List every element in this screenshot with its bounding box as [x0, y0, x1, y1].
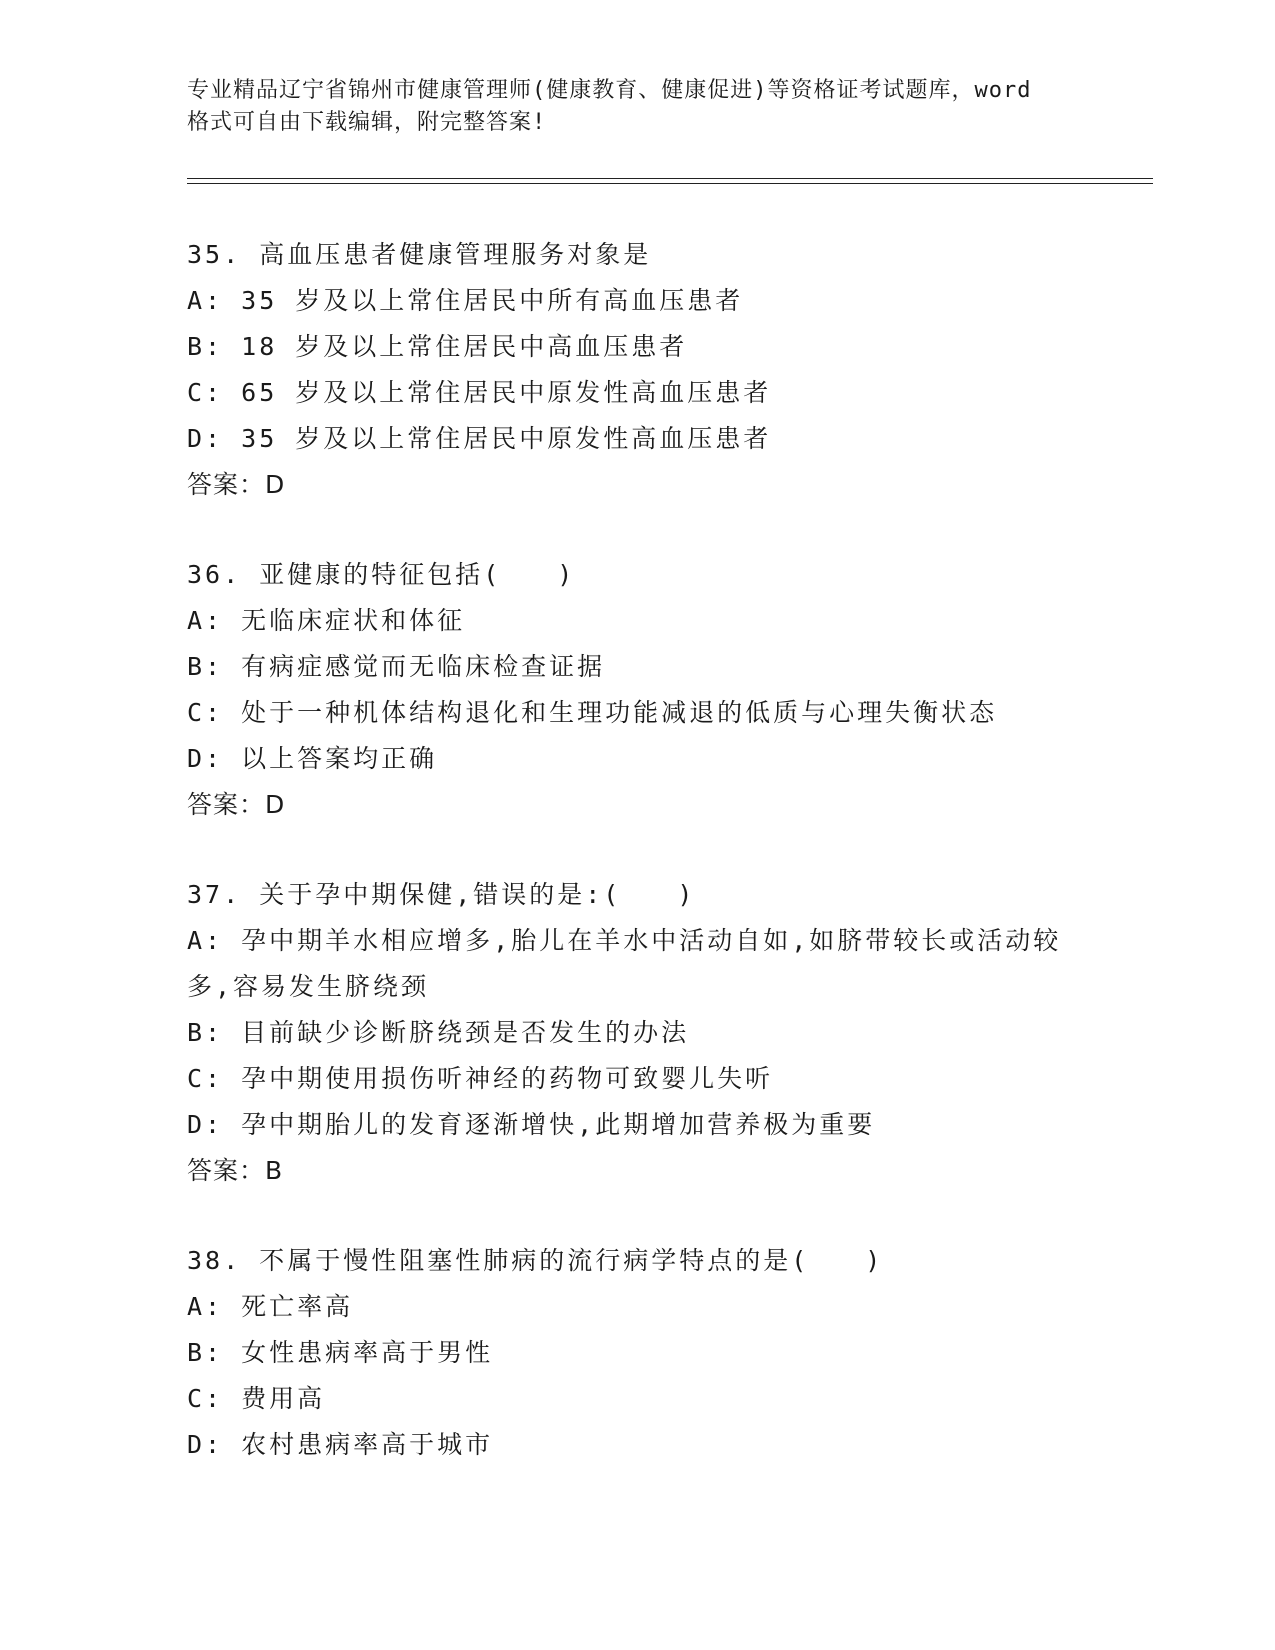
option-b: B: 有病症感觉而无临床检查证据: [187, 652, 606, 681]
question-stem: 37. 关于孕中期保健,错误的是:( ): [187, 880, 696, 909]
option-b: B: 女性患病率高于男性: [187, 1338, 494, 1367]
document-header: [187, 75, 1087, 139]
question-stem: 35. 高血压患者健康管理服务对象是: [187, 240, 652, 269]
question-38: [187, 1238, 1087, 1468]
header-line-1: 专业精品辽宁省锦州市健康管理师(健康教育、健康促进)等资格证考试题库，word: [187, 78, 1032, 103]
answer-label: 答案：D: [187, 470, 286, 499]
option-d: D: 以上答案均正确: [187, 744, 438, 773]
header-divider-bottom: [187, 183, 1153, 184]
question-stem: 38. 不属于慢性阻塞性肺病的流行病学特点的是( ): [187, 1246, 884, 1275]
option-a: A: 孕中期羊水相应增多,胎儿在羊水中活动自如,如脐带较长或活动较多,容易发生脐绕颈: [187, 926, 1062, 1001]
answer-label: 答案：D: [187, 790, 286, 819]
option-c: C: 孕中期使用损伤听神经的药物可致婴儿失听: [187, 1064, 774, 1093]
option-b: B: 目前缺少诊断脐绕颈是否发生的办法: [187, 1018, 690, 1047]
header-divider-top: [187, 178, 1153, 179]
option-c: C: 费用高: [187, 1384, 326, 1413]
answer-label: 答案：B: [187, 1156, 284, 1185]
question-35: [187, 232, 1087, 508]
option-a: A: 无临床症状和体征: [187, 606, 466, 635]
question-37: [187, 872, 1087, 1194]
option-c: C: 65 岁及以上常住居民中原发性高血压患者: [187, 378, 772, 407]
option-d: D: 35 岁及以上常住居民中原发性高血压患者: [187, 424, 772, 453]
header-line-2: 格式可自由下载编辑，附完整答案!: [187, 110, 547, 135]
option-a: A: 死亡率高: [187, 1292, 354, 1321]
option-d: D: 农村患病率高于城市: [187, 1430, 494, 1459]
question-stem: 36. 亚健康的特征包括( ): [187, 560, 576, 589]
option-b: B: 18 岁及以上常住居民中高血压患者: [187, 332, 688, 361]
question-36: [187, 552, 1087, 828]
option-d: D: 孕中期胎儿的发育逐渐增快,此期增加营养极为重要: [187, 1110, 876, 1139]
option-c: C: 处于一种机体结构退化和生理功能减退的低质与心理失衡状态: [187, 698, 998, 727]
option-a: A: 35 岁及以上常住居民中所有高血压患者: [187, 286, 744, 315]
